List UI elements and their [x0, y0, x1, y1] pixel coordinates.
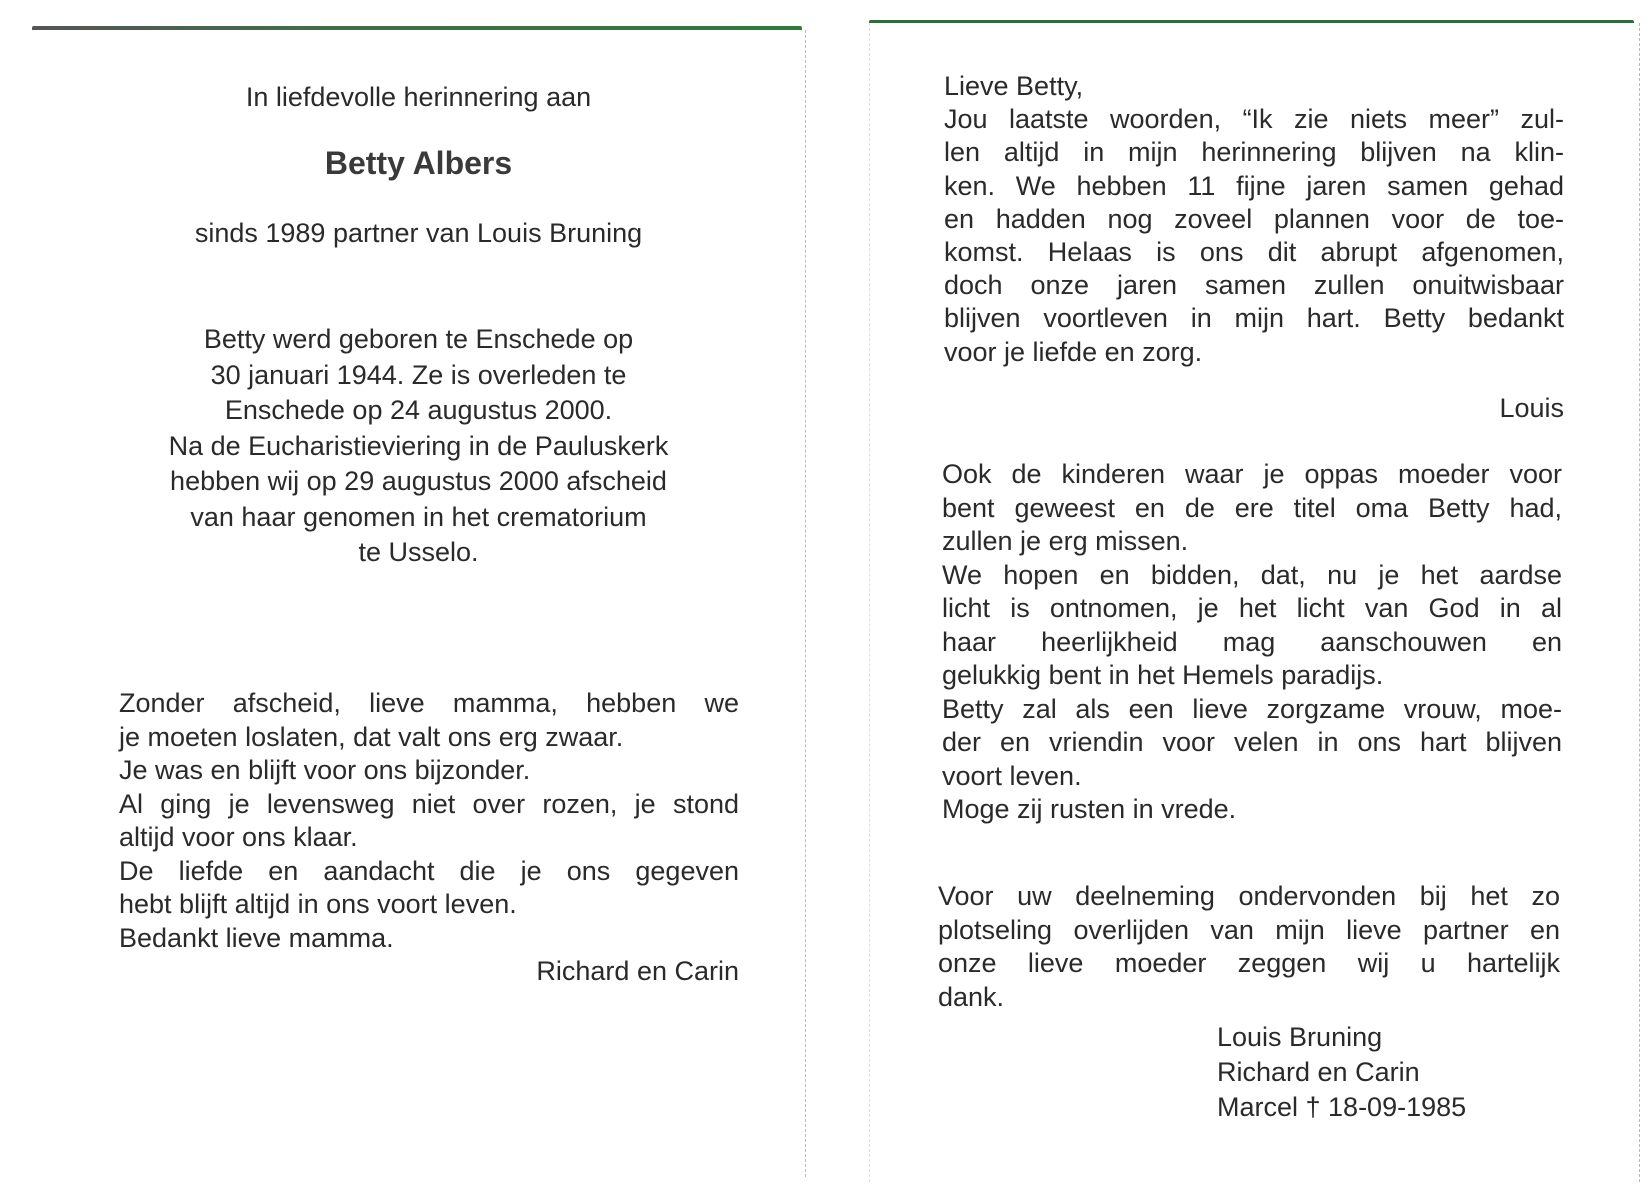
signatures: [1217, 1020, 1557, 1125]
text-line: je moeten loslaten, dat valt ons erg zwaar.: [119, 721, 624, 752]
text-line: doch onze jaren samen zullen onuitwisbaar: [944, 270, 1564, 301]
biography: [32, 322, 805, 571]
text-line: Betty zal als een lieve zorgzame vrouw, moe-: [942, 693, 1562, 724]
text-line: bent geweest en de ere titel oma Betty had,: [942, 492, 1562, 523]
text-line: Bedankt lieve mamma.: [119, 922, 394, 953]
poem: [119, 687, 739, 955]
intro-text: [32, 80, 805, 114]
letter: [944, 70, 1564, 369]
text-line: Zonder afscheid, lieve mamma, hebben we: [119, 688, 739, 718]
text-line: Jou laatste woorden, “Ik zie niets meer” zul-: [944, 104, 1564, 135]
right-card: [869, 23, 1640, 1182]
thanks-text: [938, 880, 1560, 1014]
text-line: len altijd in mijn herinnering blijven na klin-: [944, 137, 1564, 168]
text-line: Richard en Carin: [1217, 1057, 1420, 1087]
partner-line: sinds 1989 partner van Louis Bruning: [194, 218, 643, 248]
deceased-name: Betty Albers: [324, 145, 513, 181]
text-line: Na de Eucharistieviering in de Pauluskerk: [168, 430, 669, 461]
text-line: komst. Helaas is ons dit abrupt afgenomen,: [944, 237, 1564, 268]
text-line: blijven voortleven in mijn hart. Betty bedankt: [944, 303, 1564, 334]
letter-signature: Louis: [1499, 393, 1564, 423]
text-line: hebben wij op 29 augustus 2000 afscheid: [170, 466, 667, 496]
text-line: en hadden nog zoveel plannen voor de toe-: [944, 203, 1564, 234]
text-line: Ook de kinderen waar je oppas moeder voor: [942, 459, 1562, 489]
text-line: der en vriendin voor velen in ons hart blijven: [942, 727, 1562, 757]
text-line: Voor uw deelneming ondervonden bij het zo: [938, 881, 1560, 911]
left-card: [32, 30, 806, 1177]
text-line: onze lieve moeder zeggen wij u hartelijk: [938, 948, 1560, 978]
text-line: haar heerlijkheid mag aanschouwen en: [942, 626, 1562, 657]
text-line: 30 januari 1944. Ze is overleden te: [210, 359, 627, 390]
text-line: Betty werd geboren te Enschede op: [203, 324, 634, 354]
text-line: te Usselo.: [358, 537, 479, 567]
text-line: Enschede op 24 augustus 2000.: [224, 395, 613, 425]
text-line: zullen je erg missen.: [942, 526, 1189, 556]
text-line: van haar genomen in het crematorium: [190, 501, 647, 532]
text-line: dank.: [938, 981, 1005, 1012]
text-line: Marcel † 18-09-1985: [1217, 1092, 1467, 1122]
text-line: hebt blijft altijd in ons voort leven.: [119, 889, 517, 919]
text-line: altijd voor ons klaar.: [119, 822, 358, 852]
text-line: Lieve Betty,: [944, 71, 1084, 101]
text-line: voort leven.: [942, 760, 1082, 791]
text-line: plotseling overlijden van mijn lieve partner en: [938, 914, 1560, 945]
text-line: ken. We hebben 11 fijne jaren samen gehad: [944, 170, 1564, 201]
text-line: gelukkig bent in het Hemels paradijs.: [942, 660, 1384, 690]
text-line: De liefde en aandacht die je ons gegeven: [119, 855, 739, 886]
text-line: Moge zij rusten in vrede.: [942, 794, 1237, 824]
poem-signature: Richard en Carin: [536, 956, 739, 986]
text-line: We hopen en bidden, dat, nu je het aardse: [942, 559, 1562, 590]
intro-line: In liefdevolle herinnering aan: [245, 82, 592, 112]
children-text: [942, 458, 1562, 827]
text-line: Louis Bruning: [1217, 1022, 1383, 1052]
text-line: Je was en blijft voor ons bijzonder.: [119, 755, 531, 785]
text-line: Al ging je levensweg niet over rozen, je stond: [119, 788, 739, 819]
text-line: licht is ontnomen, je het licht van God in al: [942, 593, 1562, 623]
text-line: voor je liefde en zorg.: [944, 336, 1203, 367]
